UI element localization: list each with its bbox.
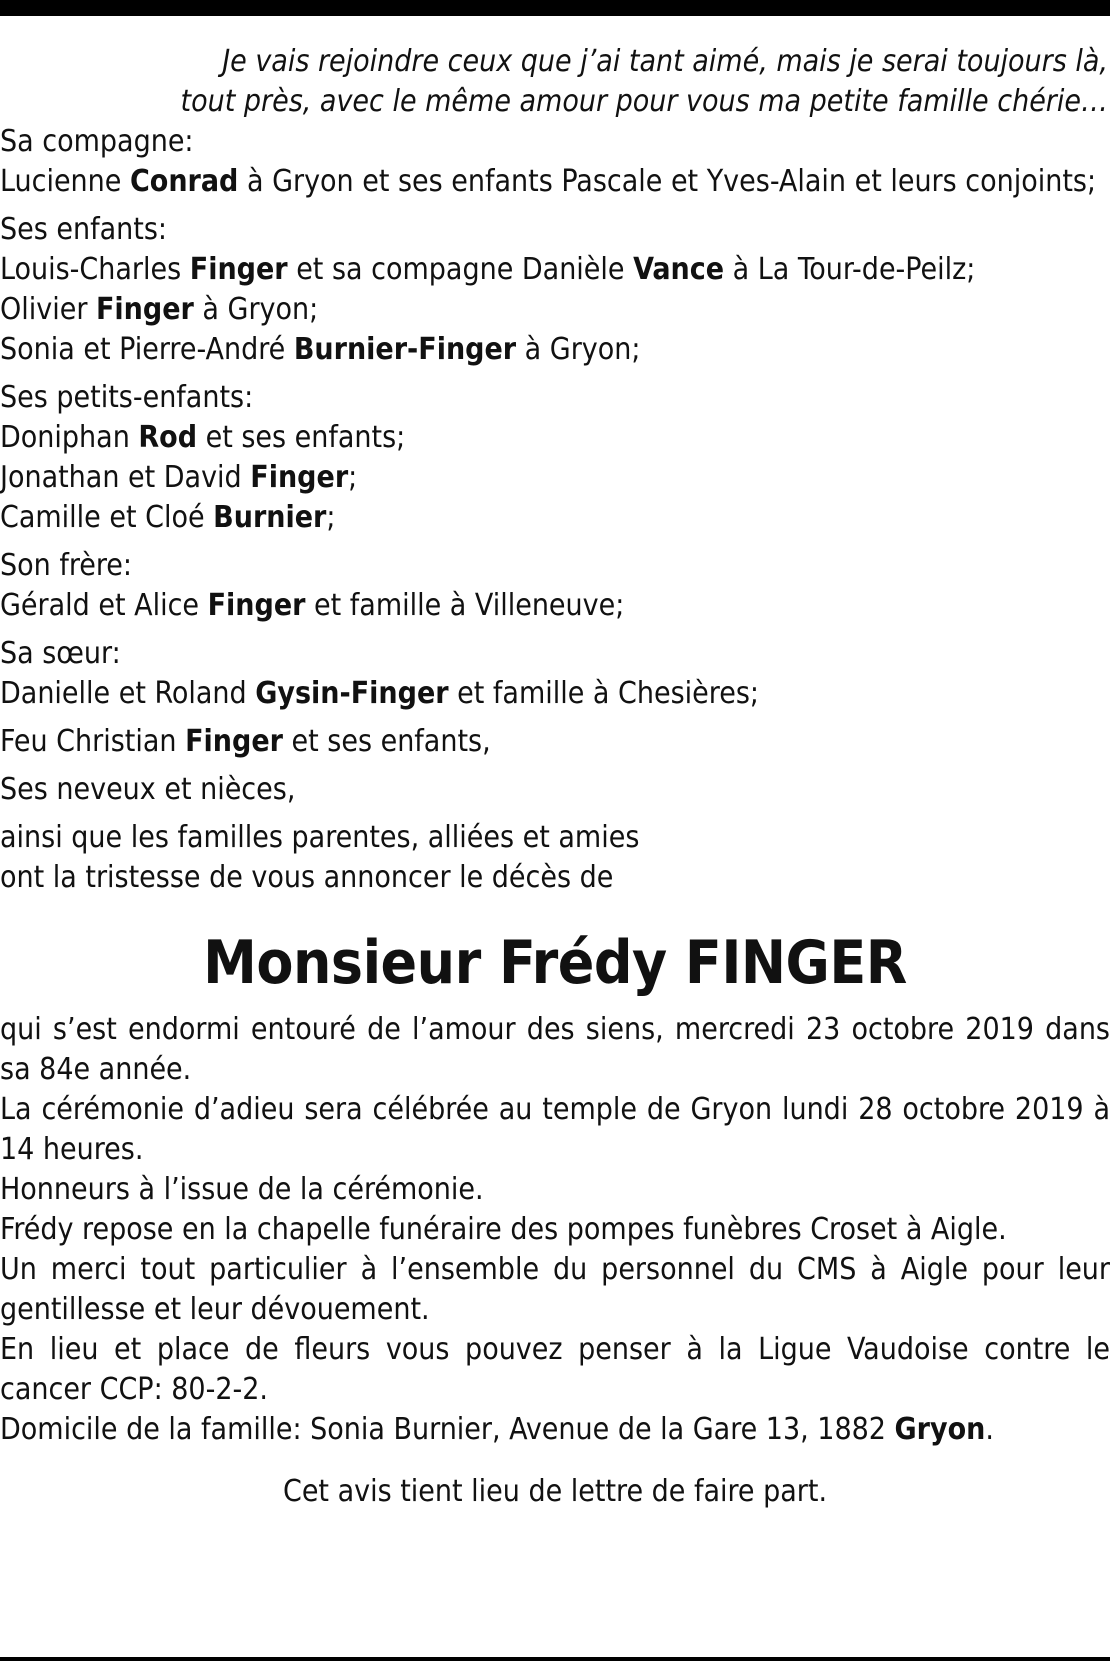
entry-text: Feu Christian (0, 724, 186, 759)
sister-entry (0, 674, 1110, 714)
entry-text: à Gryon et ses enfants Pascale et Yves-Alain et leurs conjoints; (238, 164, 1097, 199)
surname: Finger (189, 252, 288, 287)
entry-text: Domicile de la famille: Sonia Burnier, Avenue de la Gare 13, 1882 (0, 1412, 895, 1447)
entry-text: à La Tour-de-Peilz; (724, 252, 976, 287)
nephews-section (0, 770, 1110, 810)
surname: Finger (185, 724, 283, 759)
detail-paragraph: qui s’est endormi entouré de l’amour des siens, mercredi 23 octobre 2019 dans sa 84e année. (0, 1012, 1110, 1087)
surname: Burnier-Finger (293, 332, 517, 367)
obituary-content (0, 42, 1110, 1512)
sister-section (0, 634, 1110, 714)
entry-text: à Gryon; (193, 292, 319, 327)
detail-paragraph: Frédy repose en la chapelle funéraire des pompes funèbres Croset à Aigle. (0, 1212, 1007, 1247)
detail-paragraph: Un merci tout particulier à l’ensemble du personnel du CMS à Aigle pour leur gentillesse et leur dévouement. (0, 1252, 1110, 1327)
entry-text: Lucienne (0, 164, 130, 199)
surname: Finger (250, 460, 349, 495)
entry-text: et famille à Villeneuve; (305, 588, 625, 623)
section-heading: Sa compagne: (0, 124, 194, 159)
surname: Vance (633, 252, 725, 287)
surname: Finger (207, 588, 306, 623)
entry-text: Gérald et Alice (0, 588, 208, 623)
section-heading: Son frère: (0, 548, 132, 583)
town-name: Gryon (894, 1412, 986, 1447)
entry-text: à Gryon; (516, 332, 641, 367)
entry-text: Camille et Cloé (0, 500, 214, 535)
entry-text: Olivier (0, 292, 96, 327)
surname: Finger (95, 292, 194, 327)
grandchild-entry (0, 418, 1110, 458)
section-heading: Ses petits-enfants: (0, 380, 254, 415)
late-entry (0, 722, 1110, 762)
announcement-section (0, 818, 1110, 898)
section-heading: Ses enfants: (0, 212, 167, 247)
companion-entry (0, 162, 1110, 202)
entry-text: et ses enfants; (197, 420, 406, 455)
child-entry (0, 290, 1110, 330)
closing-line: Cet avis tient lieu de lettre de faire part. (282, 1474, 828, 1509)
nephews-entry: Ses neveux et nièces, (0, 772, 296, 807)
grandchildren-section (0, 378, 1110, 538)
surname: Rod (138, 420, 198, 455)
domicile-line (0, 1410, 1110, 1450)
late-brother-section (0, 722, 1110, 762)
quote-line: tout près, avec le même amour pour vous ma petite famille chérie… (180, 84, 1108, 119)
announcement-line: ont la tristesse de vous annoncer le décès de (0, 860, 614, 895)
entry-text: Danielle et Roland (0, 676, 256, 711)
entry-text: Louis-Charles (0, 252, 190, 287)
section-heading: Sa sœur: (0, 636, 121, 671)
entry-text: . (985, 1412, 994, 1447)
surname: Burnier (213, 500, 327, 535)
detail-paragraph: Honneurs à l’issue de la cérémonie. (0, 1172, 484, 1207)
entry-text: et sa compagne Danièle (287, 252, 634, 287)
details-section (0, 1010, 1110, 1450)
child-entry (0, 330, 1110, 370)
deceased-name: Monsieur Frédy FINGER (203, 928, 907, 998)
surname: Conrad (129, 164, 239, 199)
surname: Gysin-Finger (255, 676, 449, 711)
announcement-line: ainsi que les familles parentes, alliées et amies (0, 820, 640, 855)
companion-section (0, 122, 1110, 202)
detail-paragraph: La cérémonie d’adieu sera célébrée au temple de Gryon lundi 28 octobre 2019 à 14 heures. (0, 1092, 1110, 1167)
entry-text: ; (326, 500, 336, 535)
grandchild-entry (0, 458, 1110, 498)
grandchild-entry (0, 498, 1110, 538)
entry-text: Sonia et Pierre-André (0, 332, 294, 367)
entry-text: Jonathan et David (0, 460, 251, 495)
entry-text: ; (348, 460, 358, 495)
bottom-rule (0, 1657, 1110, 1661)
brother-entry (0, 586, 1110, 626)
entry-text: Doniphan (0, 420, 139, 455)
brother-section (0, 546, 1110, 626)
detail-paragraph: En lieu et place de fleurs vous pouvez penser à la Ligue Vaudoise contre le cancer CCP: 80-2-2. (0, 1332, 1110, 1407)
entry-text: et ses enfants, (282, 724, 491, 759)
children-section (0, 210, 1110, 370)
entry-text: et famille à Chesières; (448, 676, 759, 711)
child-entry (0, 250, 1110, 290)
top-rule (0, 0, 1110, 16)
quote-line: Je vais rejoindre ceux que j’ai tant aimé, mais je serai toujours là, (222, 44, 1108, 79)
epigraph-quote (0, 42, 1110, 122)
